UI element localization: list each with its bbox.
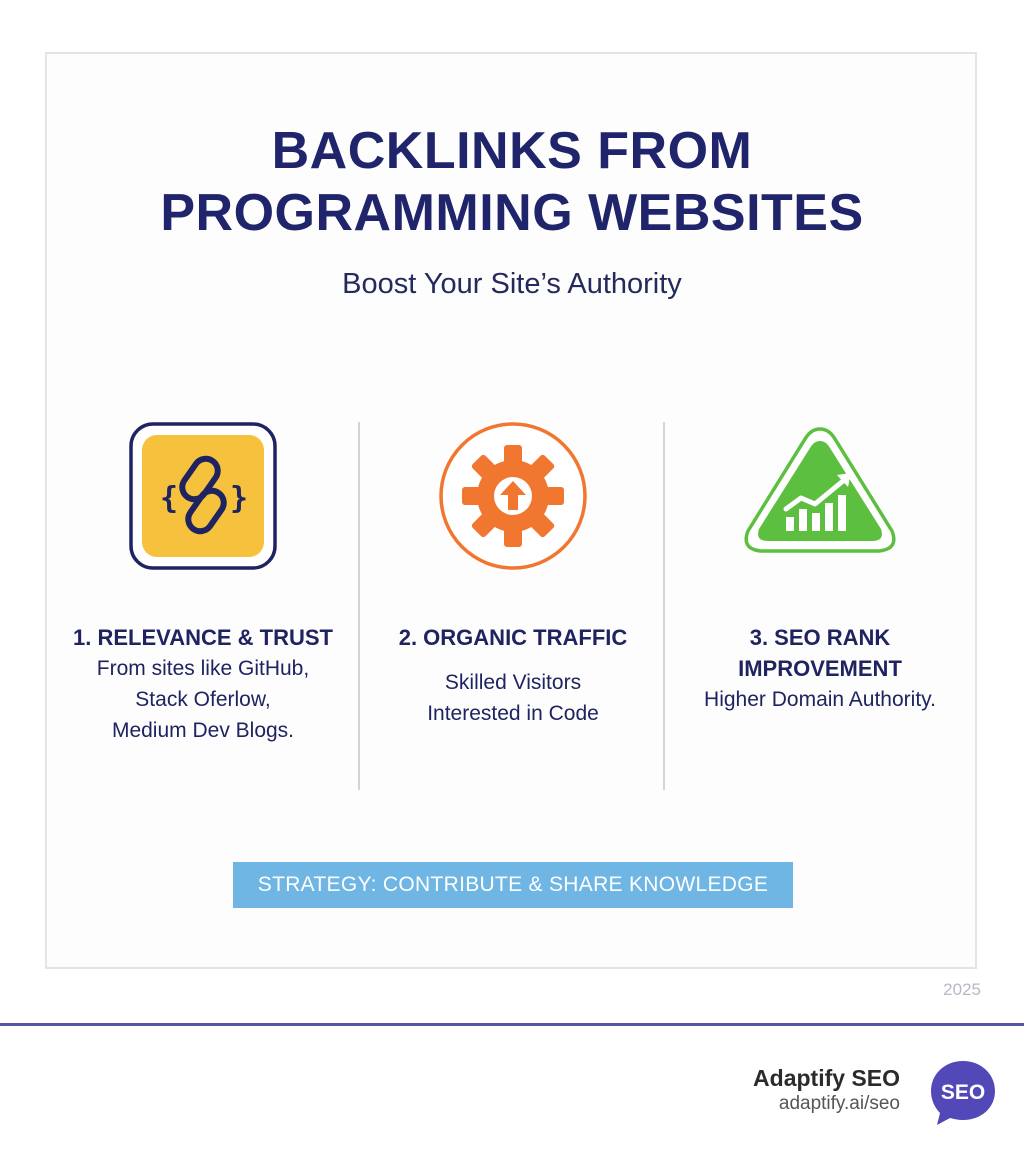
growth-chart-triangle-icon	[739, 421, 901, 571]
benefit-text-line: Stack Oferlow,	[135, 688, 271, 711]
benefit-text-line: Higher Domain Authority.	[704, 688, 936, 711]
benefit-text-line: Skilled Visitors	[444, 671, 582, 694]
benefit-text-line: From sites like GitHub,	[96, 657, 310, 680]
badge-label: SEO	[940, 1081, 986, 1104]
benefit-seo-rank	[667, 420, 973, 715]
page-title	[0, 120, 1024, 244]
benefit-relevance-trust	[50, 420, 356, 746]
benefit-heading: 2. ORGANIC TRAFFIC	[398, 625, 628, 650]
benefit-heading: 3. SEO RANK	[749, 625, 891, 650]
svg-text:}: }	[229, 481, 249, 516]
brand-url[interactable]: adaptify.ai/seo	[778, 1093, 900, 1114]
seo-chat-badge-icon	[928, 1058, 998, 1128]
page-subtitle: Boost Your Site’s Authority	[342, 268, 682, 300]
chain-link-code-icon	[128, 421, 278, 571]
benefit-heading: 1. RELEVANCE & TRUST	[73, 625, 333, 650]
brand-name: Adaptify SEO	[753, 1065, 900, 1091]
strategy-banner: STRATEGY: CONTRIBUTE & SHARE KNOWLEDGE	[233, 862, 793, 908]
gear-arrow-up-icon	[438, 421, 588, 571]
benefit-text-line: Medium Dev Blogs.	[111, 719, 295, 742]
year-label: 2025	[943, 980, 981, 999]
title-line-1: BACKLINKS FROM	[271, 122, 753, 180]
title-line-2: PROGRAMMING WEBSITES	[160, 184, 864, 242]
brand-block	[753, 1064, 900, 1116]
svg-text:{: {	[159, 481, 179, 516]
footer-divider	[0, 1023, 1024, 1026]
benefit-organic-traffic	[360, 420, 666, 729]
benefit-text-line: Interested in Code	[427, 702, 599, 725]
benefit-heading: IMPROVEMENT	[738, 656, 902, 681]
